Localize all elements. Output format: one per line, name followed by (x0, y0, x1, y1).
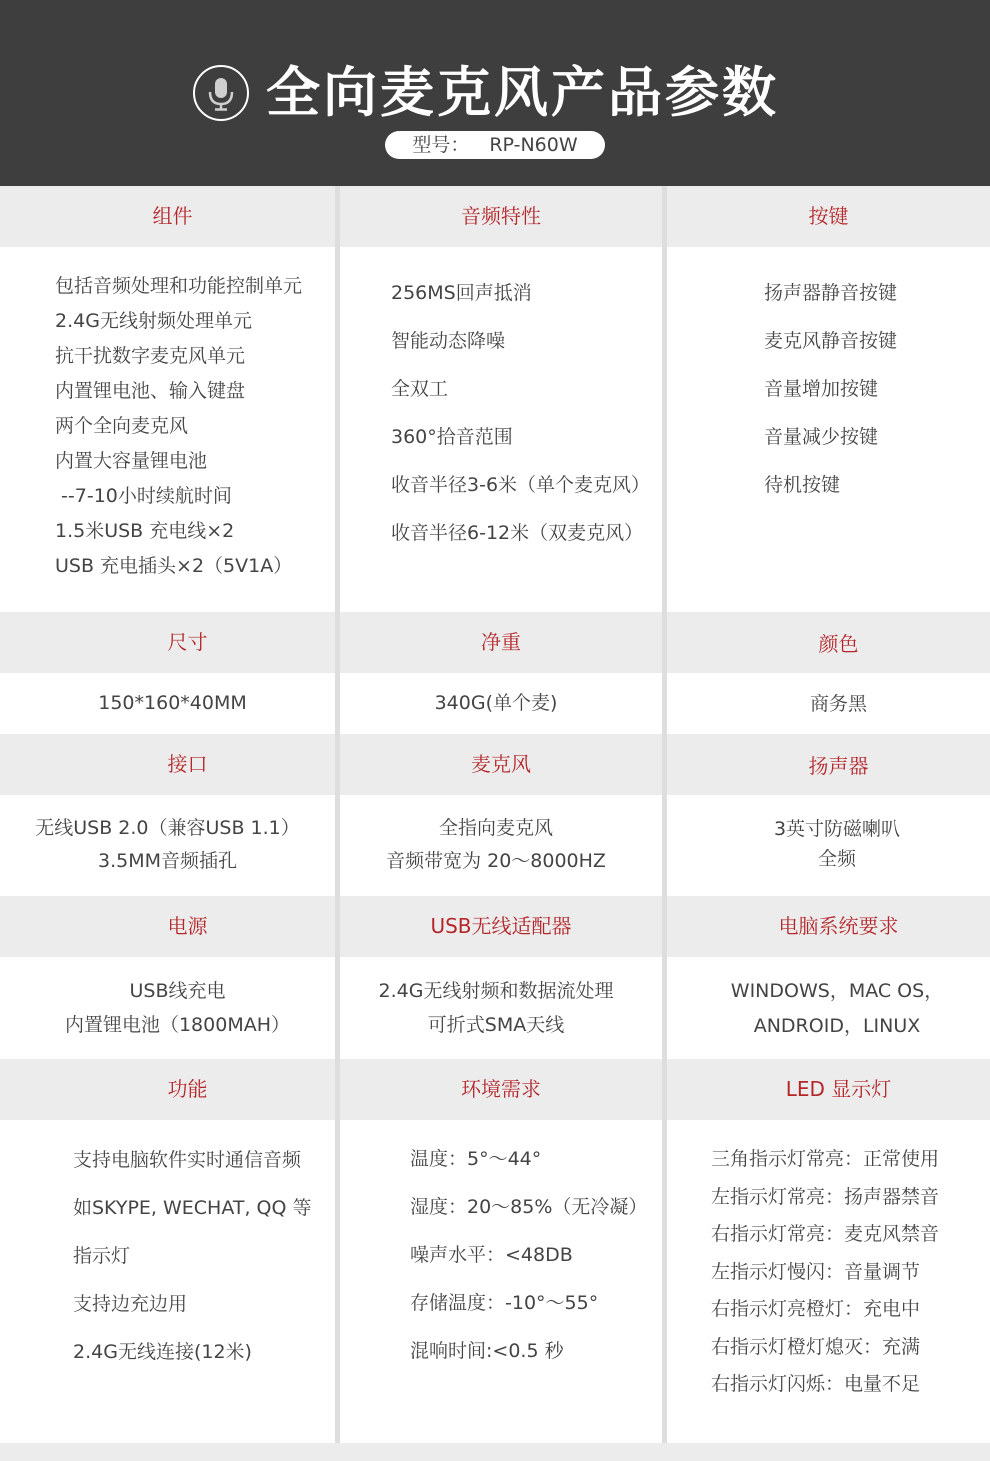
list-item: 指示灯 (73, 1245, 131, 1267)
list-item: 左指示灯慢闪：音量调节 (711, 1260, 921, 1283)
list-item: USB 充电插头×2（5V1A） (55, 555, 293, 577)
section-title-speaker: 扬声器 (808, 754, 869, 778)
list-item: 收音半径3-6米（单个麦克风） (391, 474, 651, 496)
list-item: 存储温度：-10°～55° (410, 1292, 599, 1314)
list-item: 混响时间:<0.5 秒 (410, 1340, 564, 1362)
page-header (0, 0, 990, 186)
list-item: 音量增加按键 (764, 378, 879, 400)
list-item: 商务黑 (809, 693, 867, 715)
list-item: 右指示灯常亮：麦克风禁音 (711, 1223, 940, 1245)
list-item: USB线充电 (129, 980, 226, 1002)
section-title-environment: 环境需求 (461, 1077, 541, 1101)
list-item: 扬声器静音按键 (764, 282, 898, 304)
list-item: 包括音频处理和功能控制单元 (55, 275, 303, 297)
list-item: 右指示灯橙灯熄灭：充满 (711, 1335, 921, 1358)
list-item: 右指示灯亮橙灯：充电中 (711, 1298, 921, 1320)
list-item: 音量减少按键 (764, 426, 879, 448)
list-item: 智能动态降噪 (391, 330, 506, 352)
list-item: 左指示灯常亮：扬声器禁音 (711, 1185, 940, 1208)
section-title-system: 电脑系统要求 (778, 914, 899, 938)
list-item: 3英寸防磁喇叭 (773, 818, 901, 840)
section-title-microphone: 麦克风 (471, 752, 531, 776)
system-list (667, 974, 990, 1044)
section-title-interface: 接口 (167, 752, 208, 776)
microphone-list (330, 812, 662, 878)
interface-list (0, 812, 335, 878)
list-item: 两个全向麦克风 (55, 415, 189, 437)
list-item: WINDOWS，MAC OS， (730, 980, 944, 1002)
list-item: ANDROID，LINUX (753, 1015, 921, 1037)
list-item: 支持电脑软件实时通信音频 (73, 1149, 302, 1171)
list-item: 收音半径6-12米（双麦克风） (391, 522, 644, 544)
led-list (711, 1141, 939, 1404)
list-item: 全指向麦克风 (438, 817, 553, 839)
buttons-list (764, 269, 897, 509)
list-item: 麦克风静音按键 (764, 330, 898, 352)
list-item: 抗干扰数字麦克风单元 (55, 345, 246, 367)
list-item: 温度：5°～44° (410, 1148, 542, 1170)
size-value (0, 688, 345, 718)
list-item: 256MS回声抵消 (391, 282, 532, 304)
section-title-audio: 音频特性 (461, 204, 541, 228)
list-item: 全频 (817, 848, 856, 870)
list-item: 支持边充边用 (73, 1293, 188, 1315)
list-item: 内置大容量锂电池 (55, 450, 208, 472)
list-item: 2.4G无线射频处理单元 (55, 310, 252, 332)
model-value: RP-N60W (489, 134, 578, 156)
section-title-led: LED 显示灯 (785, 1077, 892, 1101)
microphone-icon (193, 65, 249, 121)
list-item: 2.4G无线射频和数据流处理 (378, 980, 614, 1002)
list-item: 内置锂电池（1800MAH） (64, 1014, 291, 1036)
model-badge (385, 131, 605, 159)
features-list (73, 1136, 312, 1376)
list-item: 音频带宽为 20～8000HZ (386, 850, 606, 872)
list-item: 湿度：20～85%（无冷凝） (410, 1196, 648, 1218)
weight-value (330, 688, 662, 718)
list-item: 噪声水平：<48DB (410, 1244, 573, 1266)
list-item: 全双工 (391, 378, 449, 400)
list-item: 三角指示灯常亮：正常使用 (711, 1148, 940, 1170)
list-item: 2.4G无线连接(12米) (73, 1341, 252, 1363)
environment-list (410, 1135, 647, 1375)
list-item: 150*160*40MM (98, 692, 247, 714)
speaker-list (667, 814, 990, 874)
section-title-adapter: USB无线适配器 (430, 914, 572, 938)
power-list (0, 974, 355, 1042)
section-title-buttons: 按键 (808, 204, 849, 228)
list-item: 内置锂电池、输入键盘 (55, 380, 246, 402)
section-title-color: 颜色 (818, 632, 859, 656)
list-item: 右指示灯闪烁：电量不足 (711, 1373, 921, 1395)
list-item: 340G(单个麦) (434, 692, 558, 714)
list-item: 3.5MM音频插孔 (97, 850, 237, 872)
list-item: 1.5米USB 充电线×2 (55, 520, 235, 542)
section-title-power: 电源 (167, 914, 208, 938)
list-item: 如SKYPE, WECHAT, QQ 等 (73, 1197, 312, 1219)
list-item: 无线USB 2.0（兼容USB 1.1） (35, 817, 300, 839)
model-label: 型号： (412, 134, 470, 156)
list-item: 待机按键 (764, 474, 841, 496)
list-item: 可折式SMA天线 (427, 1014, 565, 1036)
color-value (677, 689, 990, 719)
section-title-size: 尺寸 (167, 630, 208, 654)
components-list (55, 269, 302, 584)
footer-band (0, 1443, 990, 1461)
section-title-weight: 净重 (481, 630, 521, 654)
section-title-features: 功能 (167, 1077, 208, 1101)
section-title-components: 组件 (152, 204, 193, 228)
adapter-list (330, 974, 662, 1042)
audio-list (391, 269, 650, 557)
page-title: 全向麦克风产品参数 (266, 61, 779, 124)
list-item: 360°拾音范围 (391, 426, 513, 448)
list-item: --7-10小时续航时间 (55, 485, 232, 507)
